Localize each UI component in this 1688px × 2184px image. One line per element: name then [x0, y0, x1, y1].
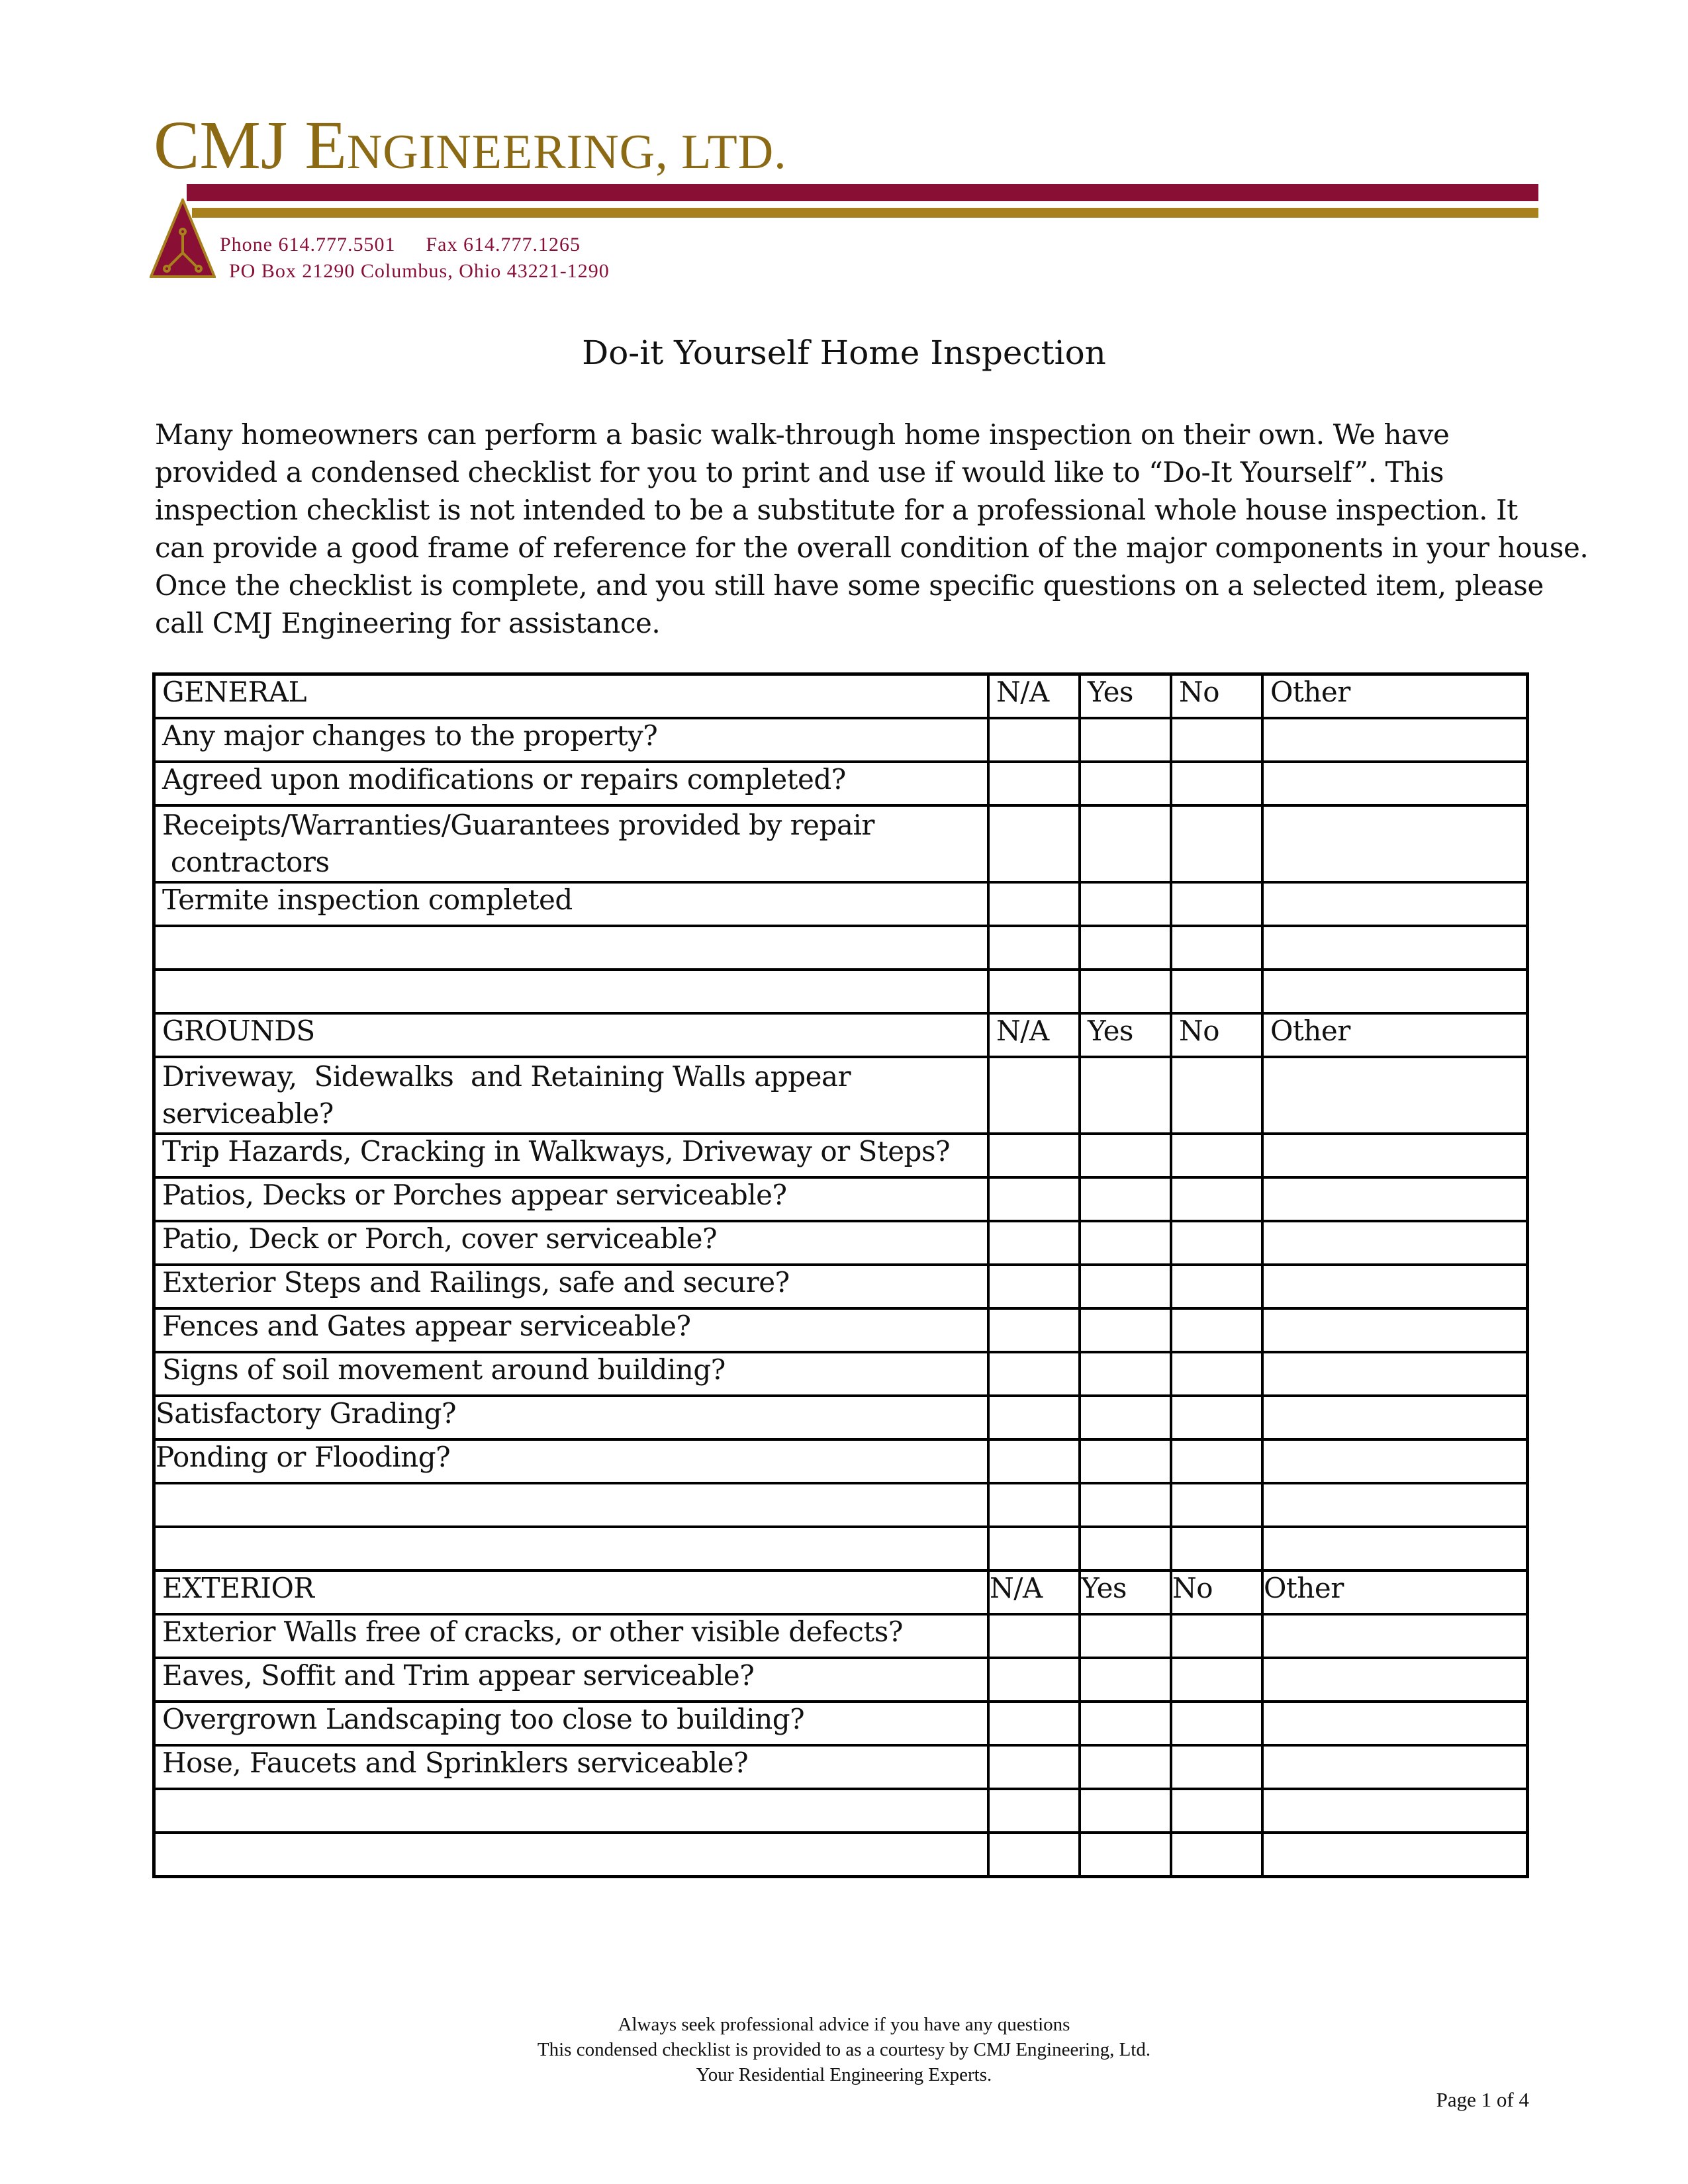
checkbox-cell-other[interactable]: [1262, 1527, 1528, 1570]
checkbox-cell-yes[interactable]: [1080, 1483, 1171, 1527]
column-header-no: No: [1171, 1570, 1262, 1614]
column-header-yes: Yes: [1080, 674, 1171, 719]
checklist-question: Any major changes to the property?: [154, 718, 989, 762]
checklist-question: Fences and Gates appear serviceable?: [154, 1308, 989, 1352]
company-name: [154, 106, 787, 185]
checkbox-cell-na[interactable]: [988, 718, 1080, 762]
checkbox-cell-no[interactable]: [1171, 1745, 1262, 1789]
checkbox-cell-other[interactable]: [1262, 1439, 1528, 1483]
checklist-question: Overgrown Landscaping too close to building?: [154, 1702, 989, 1745]
blank-question-cell[interactable]: [154, 970, 989, 1013]
checkbox-cell-yes[interactable]: [1080, 1308, 1171, 1352]
checkbox-cell-na[interactable]: [988, 1527, 1080, 1570]
checkbox-cell-na[interactable]: [988, 762, 1080, 805]
footer-line: This condensed checklist is provided to as a courtesy by CMJ Engineering, Ltd.: [537, 2039, 1151, 2060]
checkbox-cell-no[interactable]: [1171, 1527, 1262, 1570]
company-name-part: NGINEERING, LTD.: [346, 125, 787, 179]
checkbox-cell-na[interactable]: [988, 1177, 1080, 1221]
footer-line: Your Residential Engineering Experts.: [696, 2064, 992, 2085]
checkbox-cell-no[interactable]: [1171, 926, 1262, 970]
checkbox-cell-other[interactable]: [1262, 718, 1528, 762]
checkbox-cell-yes[interactable]: [1080, 1352, 1171, 1396]
checkbox-cell-no[interactable]: [1171, 1789, 1262, 1833]
checkbox-cell-yes[interactable]: [1080, 718, 1171, 762]
checkbox-cell-na[interactable]: [988, 1789, 1080, 1833]
checkbox-cell-yes[interactable]: [1080, 1702, 1171, 1745]
checklist-question: Eaves, Soffit and Trim appear serviceable?: [154, 1658, 989, 1702]
column-header-yes: Yes: [1080, 1570, 1171, 1614]
company-name-part: CMJ: [154, 107, 305, 183]
blank-row: [154, 1833, 1528, 1877]
question-line: Receipts/Warranties/Guarantees provided by repair: [162, 809, 874, 841]
blank-row: [154, 1483, 1528, 1527]
checklist-question: [154, 1057, 989, 1134]
checkbox-cell-no[interactable]: [1171, 1833, 1262, 1877]
blank-question-cell[interactable]: [154, 1833, 989, 1877]
blank-row: [154, 926, 1528, 970]
mailing-address: PO Box 21290 Columbus, Ohio 43221-1290: [229, 260, 610, 282]
checkbox-cell-yes[interactable]: [1080, 1439, 1171, 1483]
checkbox-cell-no[interactable]: [1171, 1396, 1262, 1439]
checkbox-cell-yes[interactable]: [1080, 1789, 1171, 1833]
column-header-no: No: [1171, 1013, 1262, 1057]
checkbox-cell-na[interactable]: [988, 1265, 1080, 1308]
intro-line: Once the checklist is complete, and you still have some specific questions on a selected item, please: [155, 569, 1544, 602]
checkbox-cell-yes[interactable]: [1080, 1177, 1171, 1221]
blank-question-cell[interactable]: [154, 1789, 989, 1833]
checklist-row: [154, 718, 1528, 762]
question-line: contractors: [162, 846, 330, 878]
checklist-question: Signs of soil movement around building?: [154, 1352, 989, 1396]
checkbox-cell-other[interactable]: [1262, 1833, 1528, 1877]
column-header-yes: Yes: [1080, 1013, 1171, 1057]
checkbox-cell-no[interactable]: [1171, 1308, 1262, 1352]
checkbox-cell-yes[interactable]: [1080, 1057, 1171, 1134]
blank-row: [154, 1527, 1528, 1570]
blank-question-cell[interactable]: [154, 1527, 989, 1570]
checkbox-cell-yes[interactable]: [1080, 882, 1171, 926]
checkbox-cell-na[interactable]: [988, 1702, 1080, 1745]
checkbox-cell-no[interactable]: [1171, 762, 1262, 805]
checklist-row: [154, 1439, 1528, 1483]
checkbox-cell-no[interactable]: [1171, 970, 1262, 1013]
checkbox-cell-other[interactable]: [1262, 970, 1528, 1013]
checklist-question: Ponding or Flooding?: [154, 1439, 989, 1483]
checkbox-cell-yes[interactable]: [1080, 970, 1171, 1013]
checkbox-cell-no[interactable]: [1171, 805, 1262, 882]
checklist-row: [154, 1702, 1528, 1745]
checkbox-cell-na[interactable]: [988, 1057, 1080, 1134]
blank-question-cell[interactable]: [154, 1483, 989, 1527]
checkbox-cell-yes[interactable]: [1080, 1833, 1171, 1877]
checkbox-cell-na[interactable]: [988, 926, 1080, 970]
document-title: Do-it Yourself Home Inspection: [582, 334, 1106, 372]
checklist-row: [154, 1614, 1528, 1658]
checkbox-cell-other[interactable]: [1262, 1745, 1528, 1789]
column-header-other: Other: [1262, 674, 1528, 719]
section-header-row: [154, 1013, 1528, 1057]
checkbox-cell-other[interactable]: [1262, 1265, 1528, 1308]
checklist-question: Patio, Deck or Porch, cover serviceable?: [154, 1221, 989, 1265]
fax-number: Fax 614.777.1265: [426, 234, 581, 255]
checkbox-cell-no[interactable]: [1171, 1134, 1262, 1177]
checklist-row: [154, 1057, 1528, 1134]
checklist-row: [154, 1396, 1528, 1439]
checkbox-cell-na[interactable]: [988, 1745, 1080, 1789]
checklist-question: Agreed upon modifications or repairs completed?: [154, 762, 989, 805]
checkbox-cell-na[interactable]: [988, 1352, 1080, 1396]
question-line: serviceable?: [162, 1097, 334, 1130]
intro-line: inspection checklist is not intended to be a substitute for a professional whole house inspection. It: [155, 494, 1518, 526]
checklist-row: [154, 882, 1528, 926]
column-header-na: N/A: [988, 1013, 1080, 1057]
checklist-question: Termite inspection completed: [154, 882, 989, 926]
company-name-part: E: [305, 107, 347, 183]
blank-row: [154, 970, 1528, 1013]
checklist-row: [154, 1265, 1528, 1308]
checkbox-cell-yes[interactable]: [1080, 926, 1171, 970]
checkbox-cell-yes[interactable]: [1080, 1658, 1171, 1702]
checkbox-cell-no[interactable]: [1171, 1265, 1262, 1308]
checklist-row: [154, 1221, 1528, 1265]
letterhead-red-bar: [187, 184, 1538, 201]
checkbox-cell-other[interactable]: [1262, 1702, 1528, 1745]
checkbox-cell-other[interactable]: [1262, 1177, 1528, 1221]
checkbox-cell-yes[interactable]: [1080, 1527, 1171, 1570]
checklist-question: [154, 805, 989, 882]
checkbox-cell-na[interactable]: [988, 1134, 1080, 1177]
question-line: Driveway, Sidewalks and Retaining Walls appear: [162, 1060, 851, 1093]
checkbox-cell-other[interactable]: [1262, 1352, 1528, 1396]
column-header-other: Other: [1262, 1570, 1528, 1614]
checkbox-cell-yes[interactable]: [1080, 1265, 1171, 1308]
checklist-row: [154, 762, 1528, 805]
phone-number: Phone 614.777.5501: [220, 234, 396, 255]
checkbox-cell-na[interactable]: [988, 805, 1080, 882]
checkbox-cell-other[interactable]: [1262, 805, 1528, 882]
column-header-na: N/A: [988, 1570, 1080, 1614]
intro-line: call CMJ Engineering for assistance.: [155, 607, 661, 639]
blank-question-cell[interactable]: [154, 926, 989, 970]
section-title-grounds: GROUNDS: [154, 1013, 989, 1057]
checkbox-cell-na[interactable]: [988, 1308, 1080, 1352]
section-title-general: GENERAL: [154, 674, 989, 719]
page-number: Page 1 of 4: [1436, 2088, 1529, 2111]
checkbox-cell-other[interactable]: [1262, 926, 1528, 970]
checkbox-cell-yes[interactable]: [1080, 762, 1171, 805]
checkbox-cell-yes[interactable]: [1080, 1614, 1171, 1658]
checkbox-cell-na[interactable]: [988, 1396, 1080, 1439]
checkbox-cell-na[interactable]: [988, 1833, 1080, 1877]
checkbox-cell-yes[interactable]: [1080, 1134, 1171, 1177]
checklist-row: [154, 1658, 1528, 1702]
checklist-row: [154, 1134, 1528, 1177]
checkbox-cell-yes[interactable]: [1080, 1396, 1171, 1439]
checkbox-cell-other[interactable]: [1262, 882, 1528, 926]
intro-line: provided a condensed checklist for you to print and use if would like to “Do-It Yourself”. This: [155, 456, 1444, 488]
inspection-checklist-table: [152, 672, 1529, 1878]
company-logo-icon: [150, 199, 216, 278]
checkbox-cell-na[interactable]: [988, 1658, 1080, 1702]
column-header-na: N/A: [988, 674, 1080, 719]
checkbox-cell-na[interactable]: [988, 882, 1080, 926]
checklist-row: [154, 1352, 1528, 1396]
checklist-question: Trip Hazards, Cracking in Walkways, Driveway or Steps?: [154, 1134, 989, 1177]
checklist-row: [154, 805, 1528, 882]
checklist-question: Satisfactory Grading?: [154, 1396, 989, 1439]
checkbox-cell-no[interactable]: [1171, 1439, 1262, 1483]
checkbox-cell-no[interactable]: [1171, 882, 1262, 926]
checkbox-cell-no[interactable]: [1171, 1177, 1262, 1221]
checklist-question: Exterior Steps and Railings, safe and secure?: [154, 1265, 989, 1308]
checkbox-cell-no[interactable]: [1171, 1658, 1262, 1702]
checkbox-cell-yes[interactable]: [1080, 1745, 1171, 1789]
intro-line: can provide a good frame of reference for the overall condition of the major components in your house.: [155, 531, 1589, 564]
checkbox-cell-no[interactable]: [1171, 1483, 1262, 1527]
checkbox-cell-other[interactable]: [1262, 1308, 1528, 1352]
checklist-row: [154, 1745, 1528, 1789]
footer-line: Always seek professional advice if you have any questions: [618, 2014, 1070, 2035]
checklist-row: [154, 1308, 1528, 1352]
checkbox-cell-other[interactable]: [1262, 1789, 1528, 1833]
checkbox-cell-no[interactable]: [1171, 1614, 1262, 1658]
intro-line: Many homeowners can perform a basic walk-through home inspection on their own. We have: [155, 418, 1450, 451]
checkbox-cell-other[interactable]: [1262, 1396, 1528, 1439]
checkbox-cell-no[interactable]: [1171, 1057, 1262, 1134]
checkbox-cell-na[interactable]: [988, 1614, 1080, 1658]
blank-row: [154, 1789, 1528, 1833]
checkbox-cell-other[interactable]: [1262, 1614, 1528, 1658]
checkbox-cell-yes[interactable]: [1080, 1221, 1171, 1265]
checklist-question: Exterior Walls free of cracks, or other visible defects?: [154, 1614, 989, 1658]
checkbox-cell-na[interactable]: [988, 1483, 1080, 1527]
checkbox-cell-other[interactable]: [1262, 1658, 1528, 1702]
checklist-question: Patios, Decks or Porches appear serviceable?: [154, 1177, 989, 1221]
checkbox-cell-yes[interactable]: [1080, 805, 1171, 882]
checkbox-cell-other[interactable]: [1262, 1483, 1528, 1527]
letterhead-gold-bar: [192, 208, 1538, 218]
checkbox-cell-other[interactable]: [1262, 1134, 1528, 1177]
checklist-question: Hose, Faucets and Sprinklers serviceable?: [154, 1745, 989, 1789]
checkbox-cell-other[interactable]: [1262, 762, 1528, 805]
checklist-row: [154, 1177, 1528, 1221]
checkbox-cell-other[interactable]: [1262, 1057, 1528, 1134]
contact-info: [220, 232, 610, 285]
section-header-row: [154, 674, 1528, 719]
section-title-exterior: EXTERIOR: [154, 1570, 989, 1614]
checkbox-cell-no[interactable]: [1171, 1221, 1262, 1265]
checkbox-cell-no[interactable]: [1171, 1352, 1262, 1396]
intro-paragraph: [155, 416, 1589, 642]
section-header-row: [154, 1570, 1528, 1614]
column-header-other: Other: [1262, 1013, 1528, 1057]
checkbox-cell-na[interactable]: [988, 970, 1080, 1013]
checkbox-cell-no[interactable]: [1171, 718, 1262, 762]
checkbox-cell-other[interactable]: [1262, 1221, 1528, 1265]
checkbox-cell-na[interactable]: [988, 1221, 1080, 1265]
page-footer: [0, 2012, 1688, 2087]
checkbox-cell-no[interactable]: [1171, 1702, 1262, 1745]
checkbox-cell-na[interactable]: [988, 1439, 1080, 1483]
column-header-no: No: [1171, 674, 1262, 719]
